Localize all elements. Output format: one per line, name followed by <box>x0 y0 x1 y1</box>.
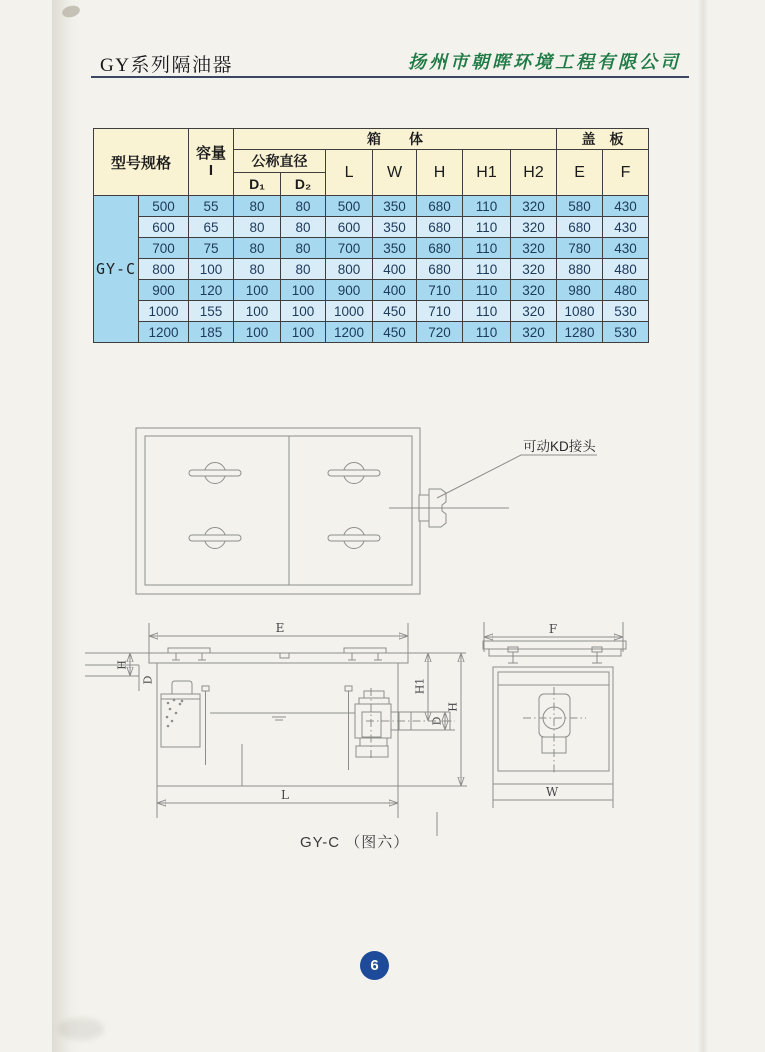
col-header-h: H <box>417 150 463 196</box>
page-number: 6 <box>370 957 379 974</box>
cell: 710 <box>417 301 463 322</box>
cell: 680 <box>417 217 463 238</box>
strainer-basket <box>161 681 200 747</box>
cell: 700 <box>139 238 189 259</box>
dim-label-d-right: D <box>430 716 444 726</box>
kd-leader-line <box>437 455 597 498</box>
handle-icon <box>189 528 241 549</box>
table-row <box>94 217 649 238</box>
cell: 350 <box>373 196 417 217</box>
end-view <box>483 622 626 808</box>
capacity-unit-label: I <box>208 162 214 179</box>
col-header-cover-plate: 盖 板 <box>557 129 649 150</box>
cell: 110 <box>463 217 511 238</box>
col-header-d2: D₂ <box>281 173 326 196</box>
cell: 350 <box>373 238 417 259</box>
dim-label-f: F <box>548 622 558 636</box>
cell: 80 <box>281 196 326 217</box>
series-label: GY-C <box>94 196 139 343</box>
cell: 110 <box>463 196 511 217</box>
cell: 65 <box>189 217 234 238</box>
cell: 400 <box>373 259 417 280</box>
cell: 430 <box>603 217 649 238</box>
cell: 1200 <box>139 322 189 343</box>
dim-label-w: W <box>545 785 559 799</box>
cell: 320 <box>511 259 557 280</box>
cell: 900 <box>326 280 373 301</box>
cell: 400 <box>373 280 417 301</box>
col-header-capacity <box>189 129 234 196</box>
cell: 110 <box>463 301 511 322</box>
cell: 320 <box>511 196 557 217</box>
cell: 80 <box>281 259 326 280</box>
cell: 780 <box>557 238 603 259</box>
lid-handle-icon <box>344 648 386 660</box>
cell: 980 <box>557 280 603 301</box>
dim-label-e: E <box>275 621 285 635</box>
side-view <box>85 621 467 836</box>
cell: 530 <box>603 322 649 343</box>
page-title: GY系列隔油器 <box>100 55 233 76</box>
kd-joint-label: 可动KD接头 <box>523 439 596 454</box>
cell: 430 <box>603 238 649 259</box>
handle-icon <box>189 463 241 484</box>
table-row <box>94 259 649 280</box>
cell: 120 <box>189 280 234 301</box>
table-row <box>94 322 649 343</box>
table-row <box>94 301 649 322</box>
top-view <box>136 428 597 594</box>
table-row <box>94 238 649 259</box>
col-header-d1: D₁ <box>234 173 281 196</box>
handle-icon <box>328 463 380 484</box>
scan-artifact <box>58 1018 104 1040</box>
cell: 1000 <box>139 301 189 322</box>
cell: 530 <box>603 301 649 322</box>
col-header-box-body: 箱 体 <box>234 129 557 150</box>
capacity-label: 容量 <box>196 144 227 162</box>
lid-handle-icon <box>168 648 210 660</box>
cell: 450 <box>373 301 417 322</box>
cell: 80 <box>234 196 281 217</box>
outlet-fitting <box>355 688 391 760</box>
company-name: 扬州市朝晖环境工程有限公司 <box>408 52 681 72</box>
cell: 680 <box>417 238 463 259</box>
dim-label-h1: H1 <box>413 677 427 695</box>
header-rule <box>91 76 689 78</box>
col-header-nominal-diameter: 公称直径 <box>234 150 326 173</box>
cell: 320 <box>511 217 557 238</box>
cell: 500 <box>326 196 373 217</box>
cell: 80 <box>281 238 326 259</box>
col-header-h1: H1 <box>463 150 511 196</box>
cell: 1200 <box>326 322 373 343</box>
col-header-f: F <box>603 150 649 196</box>
cell: 430 <box>603 196 649 217</box>
cell: 80 <box>234 238 281 259</box>
col-header-h2: H2 <box>511 150 557 196</box>
cell: 350 <box>373 217 417 238</box>
cell: 320 <box>511 280 557 301</box>
cell: 320 <box>511 238 557 259</box>
cell: 1280 <box>557 322 603 343</box>
cell: 1080 <box>557 301 603 322</box>
cell: 800 <box>326 259 373 280</box>
table-row <box>94 280 649 301</box>
cell: 80 <box>234 217 281 238</box>
dim-label-l: L <box>281 788 289 802</box>
figure-caption: GY-C （图六） <box>300 834 410 851</box>
table-row <box>94 196 649 217</box>
cell: 800 <box>139 259 189 280</box>
cell: 80 <box>234 259 281 280</box>
cell: 320 <box>511 322 557 343</box>
cell: 680 <box>417 259 463 280</box>
cell: 155 <box>189 301 234 322</box>
cell: 900 <box>139 280 189 301</box>
cell: 110 <box>463 322 511 343</box>
cell: 480 <box>603 280 649 301</box>
cell: 680 <box>417 196 463 217</box>
probe-rod <box>202 686 209 765</box>
cell: 185 <box>189 322 234 343</box>
cell: 710 <box>417 280 463 301</box>
cell: 1000 <box>326 301 373 322</box>
cell: 480 <box>603 259 649 280</box>
cell: 580 <box>557 196 603 217</box>
cell: 100 <box>234 322 281 343</box>
cell: 80 <box>281 217 326 238</box>
spec-table <box>93 128 649 343</box>
cell: 110 <box>463 238 511 259</box>
cell: 55 <box>189 196 234 217</box>
cell: 100 <box>189 259 234 280</box>
col-header-w: W <box>373 150 417 196</box>
cell: 110 <box>463 259 511 280</box>
col-header-e: E <box>557 150 603 196</box>
cell: 100 <box>234 280 281 301</box>
cell: 700 <box>326 238 373 259</box>
outlet-end-view <box>523 687 586 773</box>
col-header-l: L <box>326 150 373 196</box>
cell: 680 <box>557 217 603 238</box>
technical-drawing <box>60 410 720 860</box>
cell: 320 <box>511 301 557 322</box>
cell: 720 <box>417 322 463 343</box>
cell: 880 <box>557 259 603 280</box>
cell: 110 <box>463 280 511 301</box>
dim-label-d-left: D <box>141 675 155 685</box>
dim-label-h-right: H <box>446 702 460 712</box>
cell: 75 <box>189 238 234 259</box>
cell: 500 <box>139 196 189 217</box>
col-header-model-spec: 型号规格 <box>94 129 189 196</box>
handle-icon <box>328 528 380 549</box>
probe-rod <box>345 686 352 770</box>
cell: 100 <box>281 301 326 322</box>
cell: 600 <box>139 217 189 238</box>
cell: 100 <box>234 301 281 322</box>
cell: 450 <box>373 322 417 343</box>
cell: 100 <box>281 280 326 301</box>
page-number-badge <box>360 951 389 980</box>
cell: 600 <box>326 217 373 238</box>
cell: 100 <box>281 322 326 343</box>
dim-label-h-left: H <box>115 660 129 670</box>
